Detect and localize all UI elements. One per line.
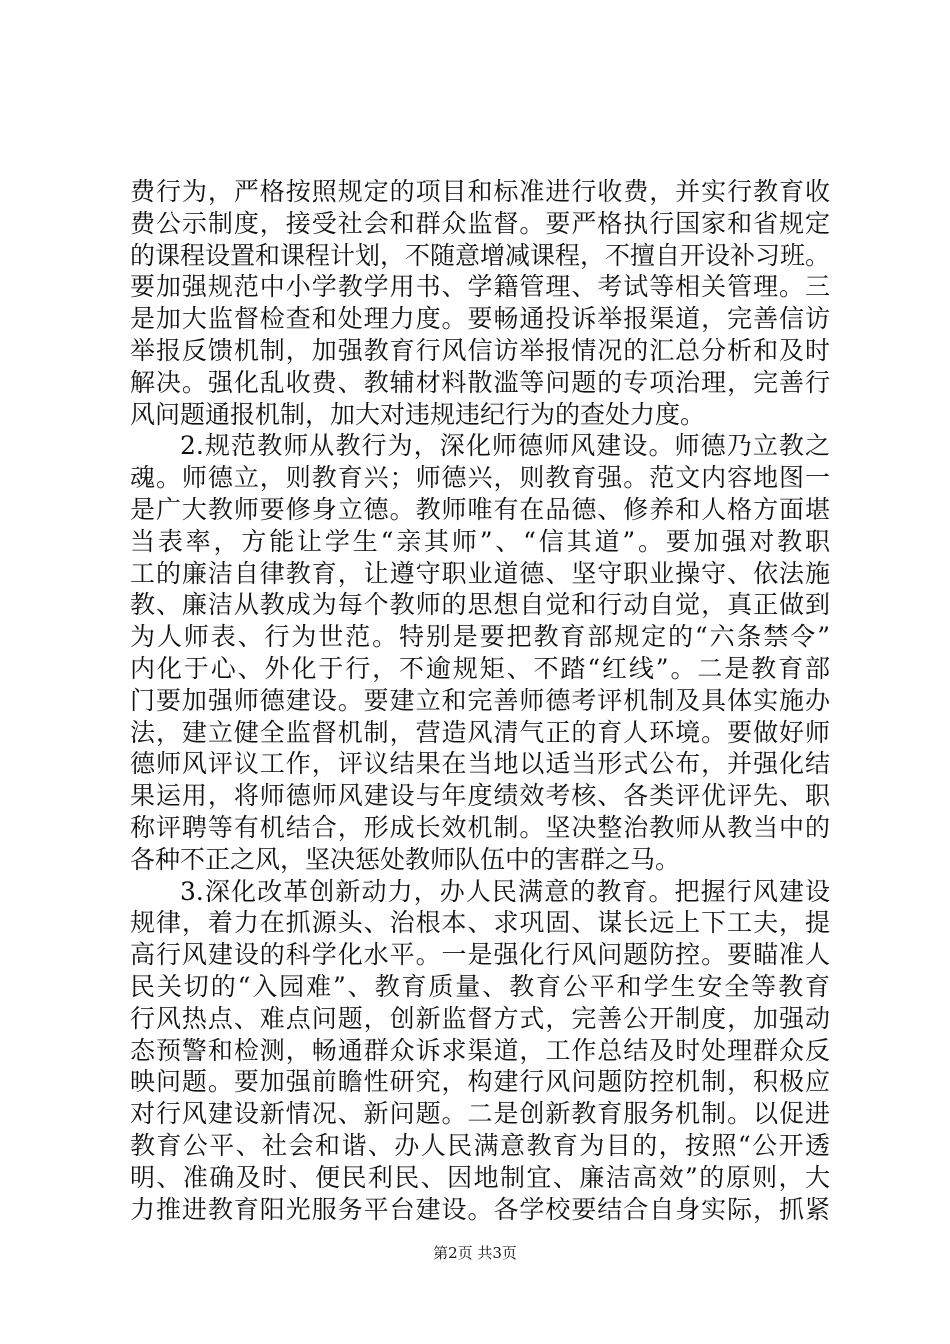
text-line: 映问题。要加强前瞻性研究，构建行风问题防控机制，积极应 (130, 1067, 830, 1097)
text-line: 要加强规范中小学教学用书、学籍管理、考试等相关管理。三 (130, 272, 830, 302)
text-line: 解决。强化乱收费、教辅材料散滥等问题的专项治理，完善行 (130, 367, 830, 397)
text-line: 称评聘等有机结合，形成长效机制。坚决整治教师从教当中的 (130, 812, 830, 842)
text-line: 是广大教师要修身立德。教师唯有在品德、修养和人格方面堪 (130, 494, 830, 524)
text-line: 是加大监督检查和处理力度。要畅通投诉举报渠道，完善信访 (130, 304, 830, 334)
text-line: 高行风建设的科学化水平。一是强化行风问题防控。要瞄准人 (130, 940, 830, 970)
text-line: 当表率，方能让学生“亲其师”、“信其道”。要加强对教职 (130, 526, 830, 556)
text-line: 对行风建设新情况、新问题。二是创新教育服务机制。以促进 (130, 1099, 830, 1129)
text-line: 各种不正之风，坚决惩处教师队伍中的害群之马。 (130, 844, 681, 874)
text-line: 费公示制度，接受社会和群众监督。要严格执行国家和省规定 (130, 208, 830, 238)
text-line: 德师风评议工作，评议结果在当地以适当形式公布，并强化结 (130, 749, 830, 779)
text-line: 魂。师德立，则教育兴；师德兴，则教育强。范文内容地图一 (130, 463, 830, 493)
text-line: 2.规范教师从教行为，深化师德师风建设。师德乃立教之 (180, 431, 830, 461)
text-line: 力推进教育阳光服务平台建设。各学校要结合自身实际，抓紧 (130, 1194, 830, 1224)
text-line: 民关切的“入园难”、教育质量、教育公平和学生安全等教育 (130, 971, 830, 1001)
text-line: 为人师表、行为世范。特别是要把教育部规定的“六条禁令” (130, 622, 830, 652)
document-body (130, 176, 830, 1225)
text-line: 果运用，将师德师风建设与年度绩效考核、各类评优评先、职 (130, 781, 830, 811)
text-line: 举报反馈机制，加强教育行风信访举报情况的汇总分析和及时 (130, 335, 830, 365)
text-line: 教、廉洁从教成为每个教师的思想自觉和行动自觉，真正做到 (130, 590, 830, 620)
text-line: 3.深化改革创新动力，办人民满意的教育。把握行风建设 (180, 876, 830, 906)
text-line: 明、准确及时、便民利民、因地制宜、廉洁高效”的原则，大 (130, 1162, 830, 1192)
text-line: 法，建立健全监督机制，营造风清气正的育人环境。要做好师 (130, 717, 830, 747)
page-footer: 第2页 共3页 (433, 1244, 517, 1262)
text-line: 行风热点、难点问题，创新监督方式，完善公开制度，加强动 (130, 1003, 830, 1033)
text-line: 风问题通报机制，加大对违规违纪行为的查处力度。 (130, 399, 706, 429)
text-line: 费行为，严格按照规定的项目和标准进行收费，并实行教育收 (130, 177, 830, 206)
text-line: 规律，着力在抓源头、治根本、求巩固、谋长远上下工夫，提 (130, 908, 830, 938)
text-line: 工的廉洁自律教育，让遵守职业道德、坚守职业操守、依法施 (130, 558, 830, 588)
text-line: 教育公平、社会和谐、办人民满意教育为目的，按照“公开透 (130, 1130, 830, 1160)
text-line: 门要加强师德建设。要建立和完善师德考评机制及具体实施办 (130, 685, 830, 715)
text-line: 内化于心、外化于行，不逾规矩、不踏“红线”。二是教育部 (130, 653, 830, 683)
text-line: 的课程设置和课程计划，不随意增减课程，不擅自开设补习班。 (130, 240, 831, 270)
text-line: 态预警和检测，畅通群众诉求渠道，工作总结及时处理群众反 (130, 1035, 830, 1065)
